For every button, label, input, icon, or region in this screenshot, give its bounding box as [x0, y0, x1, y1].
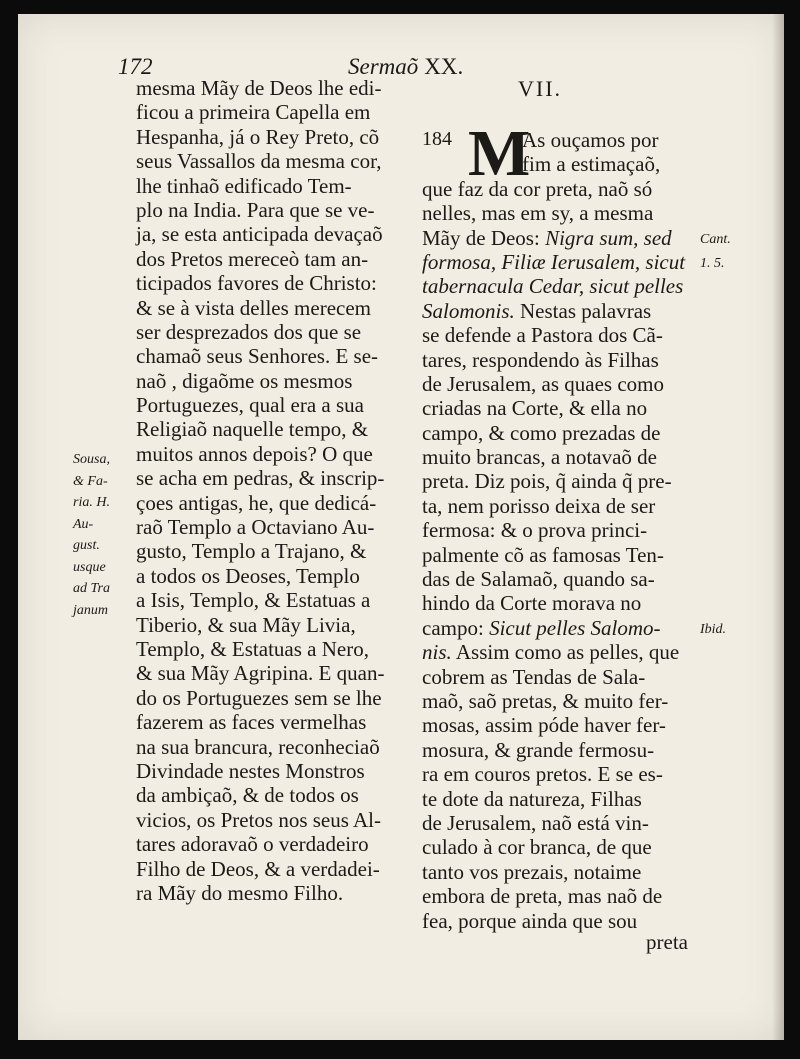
text-line: ta, nem porisso deixa de ser [422, 493, 656, 518]
text-line: ficou a primeira Capella em [136, 100, 371, 125]
text-line: Tiberio, & sua Mãy Livia, [136, 612, 356, 637]
text-line: maõ, saõ pretas, & muito fer- [422, 688, 669, 713]
text-line: Divindade nestes Monstros [136, 758, 365, 783]
text-line: mosas, assim póde haver fer- [422, 713, 666, 738]
text-line: que faz da cor preta, naõ só [422, 176, 653, 201]
text-line: Salomonis. Nestas palavras [422, 298, 652, 323]
text-line: tanto vos prezais, notaime [422, 859, 642, 884]
text-line: nis. Assim como as pelles, que [422, 640, 680, 665]
catchword: preta [646, 930, 688, 954]
text-line: do os Portuguezes sem se lhe [136, 685, 382, 710]
text-line: Hespanha, já o Rey Preto, cõ [136, 124, 380, 149]
text-line: tares, respondendo às Filhas [422, 347, 659, 372]
book-page [18, 14, 784, 1040]
running-head-number: XX. [424, 54, 464, 79]
text-line: muito brancas, a notavaõ de [422, 445, 657, 470]
text-line: te dote da natureza, Filhas [422, 786, 642, 811]
text-line: dos Pretos mereceò tam an- [136, 246, 369, 271]
left-margin-note [73, 449, 131, 621]
text-line: ja, se esta anticipada devaçaõ [136, 222, 383, 247]
text-line: vicios, os Pretos nos seus Al- [136, 807, 382, 832]
text-line: se acha em pedras, & inscrip- [136, 466, 385, 491]
text-line: na sua brancura, reconheciaõ [136, 734, 380, 759]
text-line: campo: Sicut pelles Salomo- [422, 615, 661, 640]
right-margin-note-verse: 1. 5. [700, 256, 725, 271]
text-line: embora de preta, mas naõ de [422, 884, 663, 909]
margin-note-line: janum [73, 602, 108, 618]
text-line: mesma Mãy de Deos lhe edi- [136, 76, 382, 100]
text-line: de Jerusalem, as quaes como [422, 371, 665, 396]
page-edge-shadow [772, 14, 784, 1040]
text-line: seus Vassallos da mesma cor, [136, 149, 382, 174]
paragraph-number: 184 [422, 128, 452, 150]
text-line: çoes antigas, he, que dedicá- [136, 490, 377, 515]
text-line: fim a estimaçaõ, [522, 152, 661, 177]
right-margin-note-ibid: Ibid. [700, 622, 727, 637]
text-line: a Isis, Templo, & Estatuas a [136, 588, 371, 613]
text-line: lhe tinhaõ edificado Tem- [136, 173, 352, 198]
text-line: plo na India. Para que se ve- [136, 197, 375, 222]
text-line: Religiaõ naquelle tempo, & [136, 417, 369, 442]
page-number: 172 [118, 54, 153, 79]
margin-note-line: usque [73, 559, 106, 575]
text-line: fea, porque ainda que sou [422, 908, 638, 933]
text-line: mosura, & grande fermosu- [422, 737, 655, 762]
text-line: raõ Templo a Octaviano Au- [136, 515, 375, 540]
text-line: culado à cor branca, de que [422, 835, 652, 860]
margin-note-line: & Fa- [73, 473, 108, 489]
drop-cap: M [468, 117, 531, 190]
text-line: tares adoravaõ o verdadeiro [136, 832, 369, 857]
right-margin-note-cant: Cant. [700, 232, 731, 247]
text-line: palmente cõ as famosas Ten- [422, 542, 664, 567]
margin-note-line: Sousa, [73, 452, 110, 467]
text-line: fazerem as faces vermelhas [136, 710, 367, 735]
text-line: ticipados favores de Christo: [136, 271, 377, 296]
text-line: formosa, Filiæ Ierusalem, sicut [422, 249, 686, 274]
text-line: gusto, Templo a Trajano, & [136, 539, 367, 564]
text-line: tabernacula Cedar, sicut pelles [422, 274, 684, 299]
text-line: muitos annos depois? O que [136, 441, 373, 466]
margin-note-line: gust. [73, 538, 100, 553]
text-line: Filho de Deos, & a verdadei- [136, 856, 380, 881]
text-line: Templo, & Estatuas a Nero, [136, 636, 369, 661]
section-mark: VII. [518, 76, 563, 101]
text-line: preta. Diz pois, q̃ ainda q̃ pre- [422, 469, 672, 494]
text-line: a todos os Deoses, Templo [136, 563, 360, 588]
text-line: campo, & como prezadas de [422, 420, 661, 445]
text-line: Mãy de Deos: Nigra sum, sed [422, 225, 672, 250]
text-line: hindo da Corte morava no [422, 591, 642, 616]
text-line: se defende a Pastora dos Cã- [422, 323, 663, 348]
margin-note-line: ria. H. [73, 495, 110, 510]
text-line: chamaõ seus Senhores. E se- [136, 344, 379, 369]
text-line: fermosa: & o prova princi- [422, 518, 648, 543]
right-text-column [422, 117, 690, 933]
text-line: As ouçamos por [522, 128, 659, 152]
text-line: de Jerusalem, naõ está vin- [422, 810, 649, 835]
margin-note-line: Au- [73, 516, 94, 532]
text-line: naõ , digaõme os mesmos [136, 368, 353, 393]
text-line: criadas na Corte, & ella no [422, 396, 648, 421]
text-line: ra Mãy do mesmo Filho. [136, 880, 344, 905]
left-text-column [136, 76, 404, 905]
running-head-word: Sermaõ [348, 54, 419, 79]
text-line: Portuguezes, qual era a sua [136, 393, 364, 418]
margin-note-line: ad Tra [73, 581, 110, 596]
text-line: nelles, mas em sy, a mesma [422, 201, 654, 226]
text-line: cobrem as Tendas de Sala- [422, 664, 646, 689]
text-line: ser desprezados dos que se [136, 319, 362, 344]
text-line: das de Salamaõ, quando sa- [422, 567, 655, 592]
text-line: ra em couros pretos. E se es- [422, 762, 663, 787]
text-line: & se à vista delles merecem [136, 295, 371, 320]
text-line: & sua Mãy Agripina. E quan- [136, 661, 385, 686]
text-line: da ambiçaõ, & de todos os [136, 783, 359, 808]
